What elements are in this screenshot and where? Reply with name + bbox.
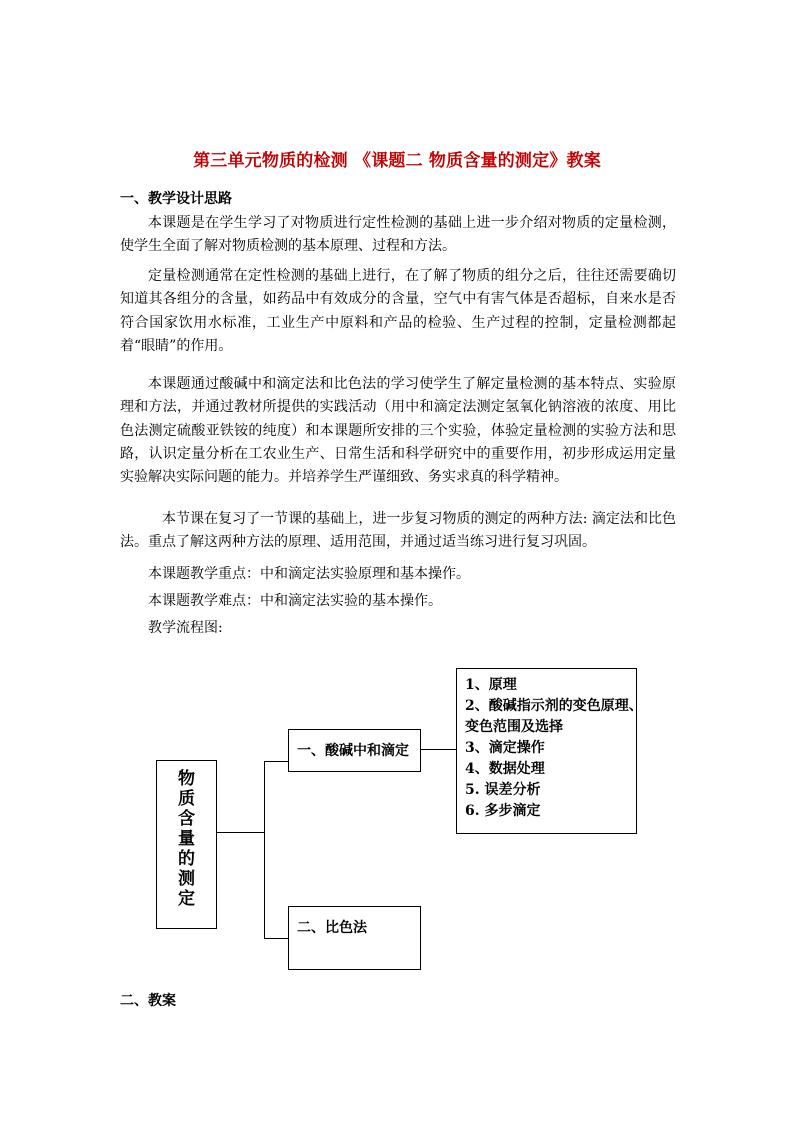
list-item: 6. 多步滴定 (465, 803, 541, 819)
list-item: 5. 误差分析 (465, 782, 541, 798)
paragraph-2: 定量检测通常在定性检测的基础上进行，在了解了物质的组分之后，往往还需要确切知道其各组分的含量，如药品中有效成分的含量，空气中有害气体是否超标，自来水是否符合国家饮用水标准，工业生产中原料和产品的检验、生产过程的控制，定量检测都起着“眼睛”的作用。 (120, 268, 676, 354)
branch-box-titration (288, 729, 421, 772)
root-char: 量 (178, 829, 195, 849)
paragraph-3: 本课题通过酸碱中和滴定法和比色法的学习使学生了解定量检测的基本特点、实验原理和方法，并通过教材所提供的实践活动（用中和滴定法测定氢氧化钠溶液的浓度、用比色法测定硫酸亚铁铵的纯度）和本课题所安排的三个实验，体验定量检测的实验方法和思路，认识定量分析在工农业生产、日常生活和科学研究中的重要作用，初步形成运用定量实验解决实际问题的能力。并培养学生严谨细致、务实求真的科学精神。 (120, 376, 676, 486)
root-label (157, 769, 216, 909)
list-item: 3、滴定操作 (465, 740, 545, 756)
connector-vertical (264, 761, 265, 939)
root-char: 质 (178, 789, 195, 809)
list-item: 变色范围及选择 (465, 719, 563, 735)
difficult-point-line: 本课题教学难点：中和滴定法实验的基本操作。 (148, 593, 442, 609)
document-title: 第三单元物质的检测 《课题二 物质含量的测定》教案 (193, 151, 601, 171)
list-item: 2、酸碱指示剂的变色原理、 (465, 698, 643, 714)
section-heading-plan: 二、教案 (120, 993, 176, 1009)
list-item: 1、原理 (465, 677, 517, 693)
paragraph-1: 本课题是在学生学习了对物质进行定性检测的基础上进一步介绍对物质的定量检测，使学生全面了解对物质检测的基本原理、过程和方法。 (120, 215, 676, 255)
key-point-line: 本课题教学重点：中和滴定法实验原理和基本操作。 (148, 566, 470, 582)
flow-chart-label: 教学流程图: (148, 620, 223, 636)
section-heading-design: 一、教学设计思路 (120, 191, 232, 207)
root-box (156, 760, 217, 929)
root-char: 含 (178, 809, 195, 829)
connector-branch2 (264, 938, 289, 939)
branch-label-colorimetry: 二、比色法 (297, 920, 367, 936)
root-char: 的 (178, 849, 195, 869)
connector-details (420, 749, 457, 750)
details-list (465, 675, 643, 822)
root-char: 测 (178, 869, 195, 889)
branch-label-titration: 一、酸碱中和滴定 (297, 743, 409, 759)
branch-box-colorimetry (288, 906, 421, 970)
paragraph-4: 本节课在复习了一节课的基础上，进一步复习物质的测定的两种方法: 滴定法和比色法。重点了解这两种方法的原理、适用范围，并通过适当练习进行复习巩固。 (120, 511, 676, 551)
root-char: 物 (178, 769, 195, 789)
details-box (456, 668, 643, 834)
list-item: 4、数据处理 (465, 761, 545, 777)
connector-branch1 (264, 761, 289, 762)
connector-root (217, 832, 265, 833)
root-char: 定 (178, 889, 195, 909)
